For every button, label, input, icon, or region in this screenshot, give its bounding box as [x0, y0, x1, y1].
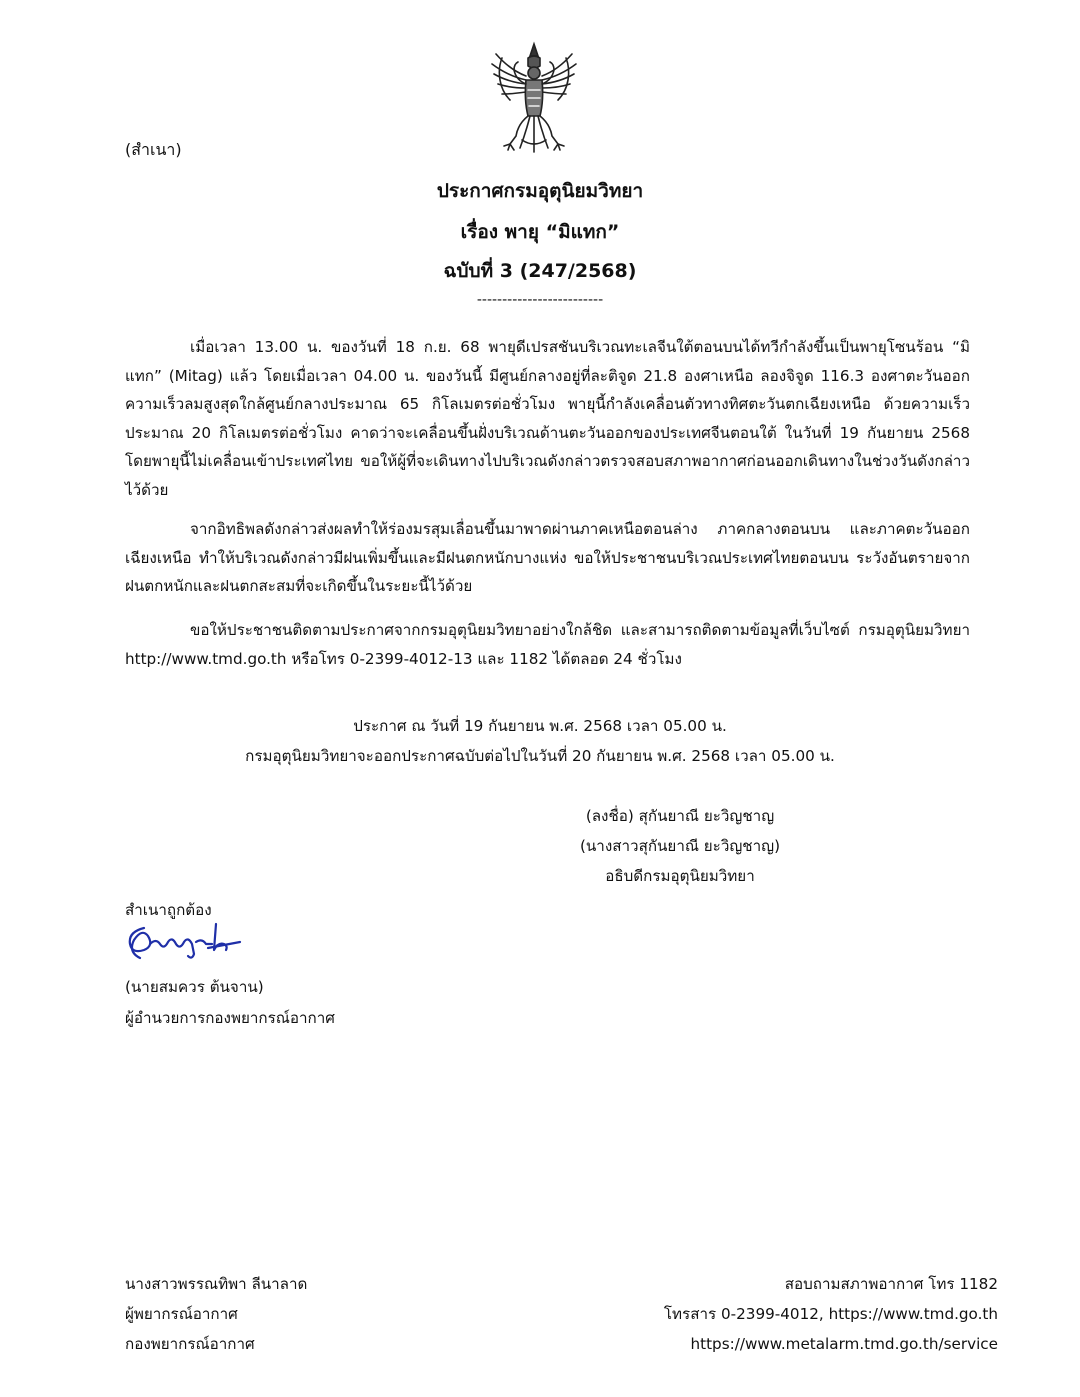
garuda-emblem-icon [488, 40, 580, 156]
signatory-signed-line: (ลงชื่อ) สุกันยาณี ยะวิญชาญ [585, 807, 775, 825]
announcement-subject: เรื่อง พายุ “มิแทก” [460, 221, 620, 243]
footer-fax-website[interactable]: โทรสาร 0-2399-4012, https://www.tmd.go.th [663, 1305, 998, 1323]
copy-label: (สำเนา) [125, 140, 182, 159]
body-paragraph-contact-info: ขอให้ประชาชนติดตามประกาศจากกรมอุตุนิยมวิทยาอย่างใกล้ชิด และสามารถติดตามข้อมูลที่เว็บไซต์ กรมอุตุนิยมวิทยา http://www.tmd.go.th หรือโทร 0-2399-4012-13 และ 1182 ได้ตลอด 24 ชั่วโมง [125, 621, 970, 668]
handwritten-signature-icon [122, 920, 247, 962]
forecaster-division: กองพยากรณ์อากาศ [125, 1335, 255, 1353]
announcement-issue-number: ฉบับที่ 3 (247/2568) [443, 260, 637, 282]
forecaster-role: ผู้พยากรณ์อากาศ [125, 1305, 238, 1323]
announcement-date: ประกาศ ณ วันที่ 19 กันยายน พ.ศ. 2568 เวลา 05.00 น. [353, 717, 727, 735]
footer-service-link[interactable]: https://www.metalarm.tmd.go.th/service [690, 1335, 998, 1353]
next-announcement-note: กรมอุตุนิยมวิทยาจะออกประกาศฉบับต่อไปในวันที่ 20 กันยายน พ.ศ. 2568 เวลา 05.00 น. [245, 747, 835, 765]
body-paragraph-monsoon-impact: จากอิทธิพลดังกล่าวส่งผลทำให้ร่องมรสุมเลื่อนขึ้นมาพาดผ่านภาคเหนือตอนล่าง ภาคกลางตอนบน และภาคตะวันออกเฉียงเหนือ ทำให้บริเวณดังกล่าวมีฝนเพิ่มขึ้นและมีฝนตกหนักบางแห่ง ขอให้ประชาชนบริเวณประเทศไทยตอนบน ระวังอันตรายจากฝนตกหนักและฝนตกสะสมที่จะเกิดขึ้นในระยะนี้ไว้ด้วย [125, 520, 970, 596]
footer-forecaster-block [125, 1269, 307, 1359]
body-paragraph-storm-status: เมื่อเวลา 13.00 น. ของวันที่ 18 ก.ย. 68 พายุดีเปรสชันบริเวณทะเลจีนใต้ตอนบนได้ทวีกำลังขึ้นเป็นพายุโซนร้อน “มิแทก” (Mitag) แล้ว โดยเมื่อเวลา 04.00 น. ของวันนี้ มีศูนย์กลางอยู่ที่ละติจูด 21.8 องศาเหนือ ลองจิจูด 116.3 องศาตะวันออก ความเร็วลมสูงสุดใกล้ศูนย์กลางประมาณ 65 กิโลเมตรต่อชั่วโมง พายุนี้กำลังเคลื่อนตัวทางทิศตะวันตกเฉียงเหนือ ด้วยความเร็วประมาณ 20 กิโลเมตรต่อชั่วโมง คาดว่าจะเคลื่อนขึ้นฝั่งบริเวณด้านตะวันออกของประเทศจีนตอนใต้ ในวันที่ 19 กันยายน 2568 โดยพายุนี้ไม่เคลื่อนเข้าประเทศไทย ขอให้ผู้ที่จะเดินทางไปบริเวณดังกล่าวตรวจสอบสภาพอากาศก่อนออกเดินทางในช่วงวันดังกล่าวไว้ด้วย [125, 338, 970, 499]
title-divider: ------------------------- [476, 292, 604, 308]
certified-copy-label: สำเนาถูกต้อง [125, 901, 212, 919]
signatory-name: (นางสาวสุกันยาณี ยะวิญชาญ) [580, 837, 780, 855]
footer-phone: สอบถามสภาพอากาศ โทร 1182 [784, 1275, 998, 1293]
certifier-name: (นายสมควร ต้นจาน) [125, 978, 264, 996]
footer-contact-block [664, 1269, 998, 1359]
certifier-position: ผู้อำนวยการกองพยากรณ์อากาศ [125, 1009, 335, 1027]
announcement-title: ประกาศกรมอุตุนิยมวิทยา [436, 180, 644, 202]
signatory-position: อธิบดีกรมอุตุนิยมวิทยา [605, 867, 755, 885]
forecaster-name: นางสาวพรรณทิพา ลีนาลาด [125, 1275, 308, 1293]
